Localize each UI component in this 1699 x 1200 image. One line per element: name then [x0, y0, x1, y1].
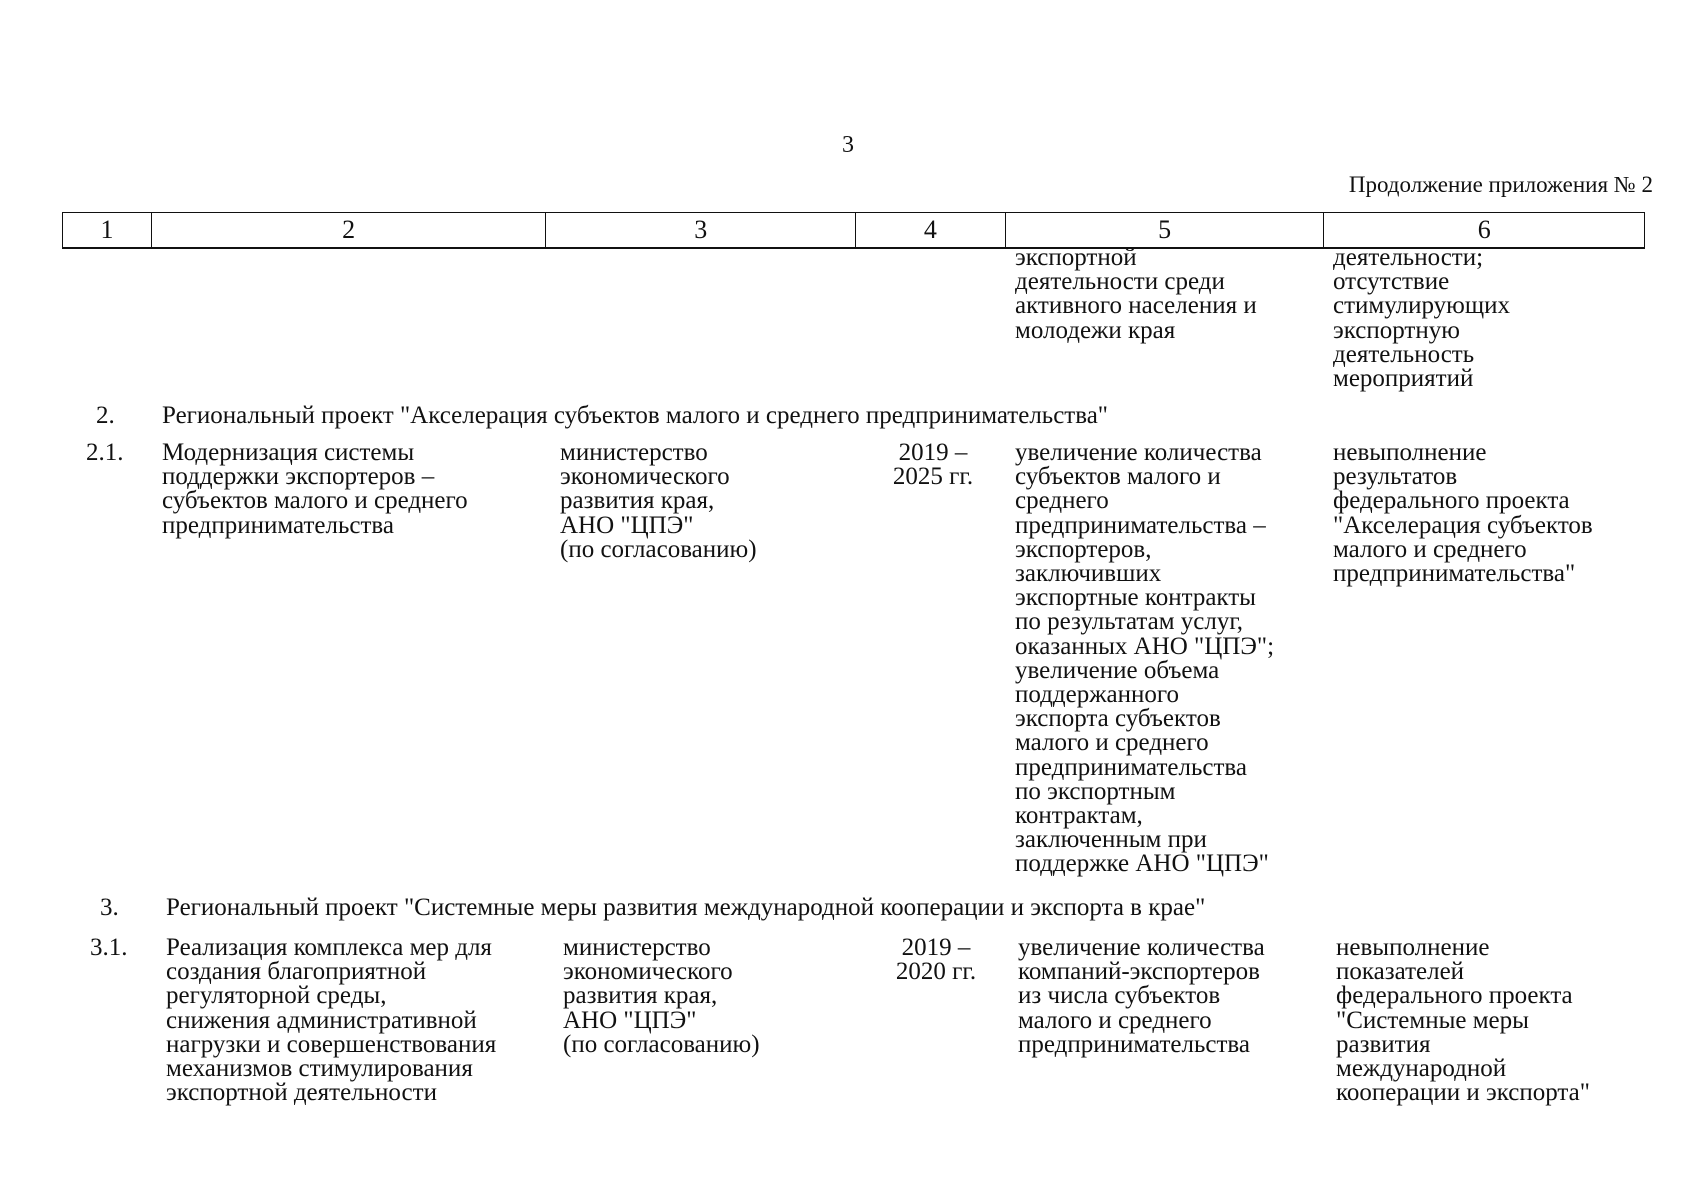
column-header-4: 4: [856, 213, 1006, 247]
text-line: поддержанного: [1015, 681, 1179, 709]
text-line: министерство: [563, 934, 711, 961]
text-line: механизмов стимулирования: [166, 1055, 473, 1083]
text-line: увеличение количества: [1015, 439, 1262, 466]
item-name: [162, 441, 468, 538]
text-line: по экспортным: [1015, 777, 1176, 805]
text-line: предпринимательства: [1018, 1030, 1250, 1058]
section-title: Региональный проект "Акселерация субъектов малого и среднего предпринимательства": [162, 402, 1108, 429]
text-line: результатов: [1333, 463, 1458, 491]
text-line: "Системные меры: [1336, 1006, 1529, 1034]
item-period: [881, 936, 991, 984]
text-line: 2019 –: [901, 934, 971, 961]
text-line: поддержке АНО "ЦПЭ": [1015, 850, 1269, 878]
text-line: предпринимательства: [1015, 753, 1247, 781]
column-header-3: 3: [546, 213, 856, 247]
column-header-5: 5: [1006, 213, 1325, 247]
text-line: предпринимательства: [162, 511, 394, 539]
text-line: активного населения и: [1015, 292, 1257, 320]
item-period: [878, 441, 988, 489]
text-line: увеличение количества: [1018, 934, 1265, 961]
text-line: молодежи края: [1015, 316, 1176, 344]
item-indicator: [1015, 441, 1274, 877]
text-line: деятельности;: [1333, 244, 1484, 271]
text-line: контрактам,: [1015, 802, 1143, 830]
text-line: увеличение объема: [1015, 656, 1220, 684]
text-line: министерство: [560, 439, 708, 466]
text-line: среднего: [1015, 487, 1109, 515]
item-number: 3.1.: [90, 934, 128, 961]
text-line: развития края,: [560, 487, 715, 515]
item-risks: [1336, 936, 1590, 1105]
text-line: предпринимательства": [1333, 560, 1576, 588]
item-name: [166, 936, 496, 1105]
text-line: 2019 –: [898, 439, 968, 466]
text-line: малого и среднего: [1333, 535, 1527, 563]
text-line: из числа субъектов: [1018, 982, 1221, 1010]
continued-indicator-text: [1015, 246, 1257, 343]
section-number: 2.: [96, 402, 115, 429]
item-indicator: [1018, 936, 1265, 1057]
text-line: показателей: [1336, 958, 1465, 986]
text-line: заключенным при: [1015, 826, 1207, 854]
text-line: 2025 гг.: [892, 463, 974, 491]
text-line: АНО "ЦПЭ": [563, 1006, 697, 1034]
text-line: компаний-экспортеров: [1018, 958, 1260, 986]
text-line: малого и среднего: [1018, 1006, 1212, 1034]
text-line: экспортные контракты: [1015, 584, 1256, 612]
text-line: по результатам услуг,: [1015, 608, 1244, 636]
text-line: (по согласованию): [563, 1030, 760, 1058]
text-line: экономического: [560, 463, 730, 491]
text-line: экспортной деятельности: [166, 1079, 437, 1107]
text-line: экспортеров,: [1015, 535, 1152, 563]
text-line: (по согласованию): [560, 535, 757, 563]
text-line: поддержки экспортеров –: [162, 463, 435, 491]
text-line: кооперации и экспорта": [1336, 1079, 1590, 1107]
text-line: мероприятий: [1333, 365, 1474, 393]
text-line: АНО "ЦПЭ": [560, 511, 694, 539]
item-executor: [563, 936, 760, 1057]
text-line: снижения административной: [166, 1006, 477, 1034]
text-line: Модернизация системы: [162, 439, 415, 466]
column-header-1: 1: [63, 213, 152, 247]
continued-risks-text: [1333, 246, 1510, 391]
column-header-2: 2: [152, 213, 547, 247]
text-line: оказанных АНО "ЦПЭ";: [1015, 632, 1275, 660]
text-line: экспорта субъектов: [1015, 705, 1221, 733]
text-line: невыполнение: [1333, 439, 1487, 466]
text-line: Реализация комплекса мер для: [166, 934, 492, 961]
continuation-label: Продолжение приложения № 2: [1348, 172, 1653, 197]
section-title: Региональный проект "Системные меры развития международной кооперации и экспорта в крае": [166, 894, 1206, 921]
item-executor: [560, 441, 757, 562]
text-line: экономического: [563, 958, 733, 986]
section-number: 3.: [100, 894, 119, 921]
text-line: деятельность: [1333, 340, 1475, 368]
text-line: международной: [1336, 1055, 1507, 1083]
text-line: деятельности среди: [1015, 268, 1225, 296]
text-line: нагрузки и совершенствования: [166, 1030, 497, 1058]
text-line: создания благоприятной: [166, 958, 427, 986]
text-line: стимулирующих: [1333, 292, 1510, 320]
text-line: невыполнение: [1336, 934, 1490, 961]
text-line: развития края,: [563, 982, 718, 1010]
text-line: отсутствие: [1333, 268, 1450, 296]
text-line: экспортную: [1333, 316, 1460, 344]
text-line: регуляторной среды,: [166, 982, 387, 1010]
text-line: субъектов малого и среднего: [162, 487, 468, 515]
text-line: заключивших: [1015, 560, 1162, 588]
text-line: малого и среднего: [1015, 729, 1209, 757]
column-header-6: 6: [1477, 215, 1491, 244]
text-line: федерального проекта: [1333, 487, 1570, 515]
item-risks: [1333, 441, 1593, 586]
text-line: предпринимательства –: [1015, 511, 1266, 539]
text-line: федерального проекта: [1336, 982, 1573, 1010]
text-line: "Акселерация субъектов: [1333, 511, 1593, 539]
page-number: 3: [842, 132, 854, 158]
text-line: экспортной: [1015, 244, 1137, 271]
text-line: развития: [1336, 1030, 1431, 1058]
text-line: субъектов малого и: [1015, 463, 1221, 491]
text-line: 2020 гг.: [895, 958, 977, 986]
item-number: 2.1.: [86, 439, 124, 466]
